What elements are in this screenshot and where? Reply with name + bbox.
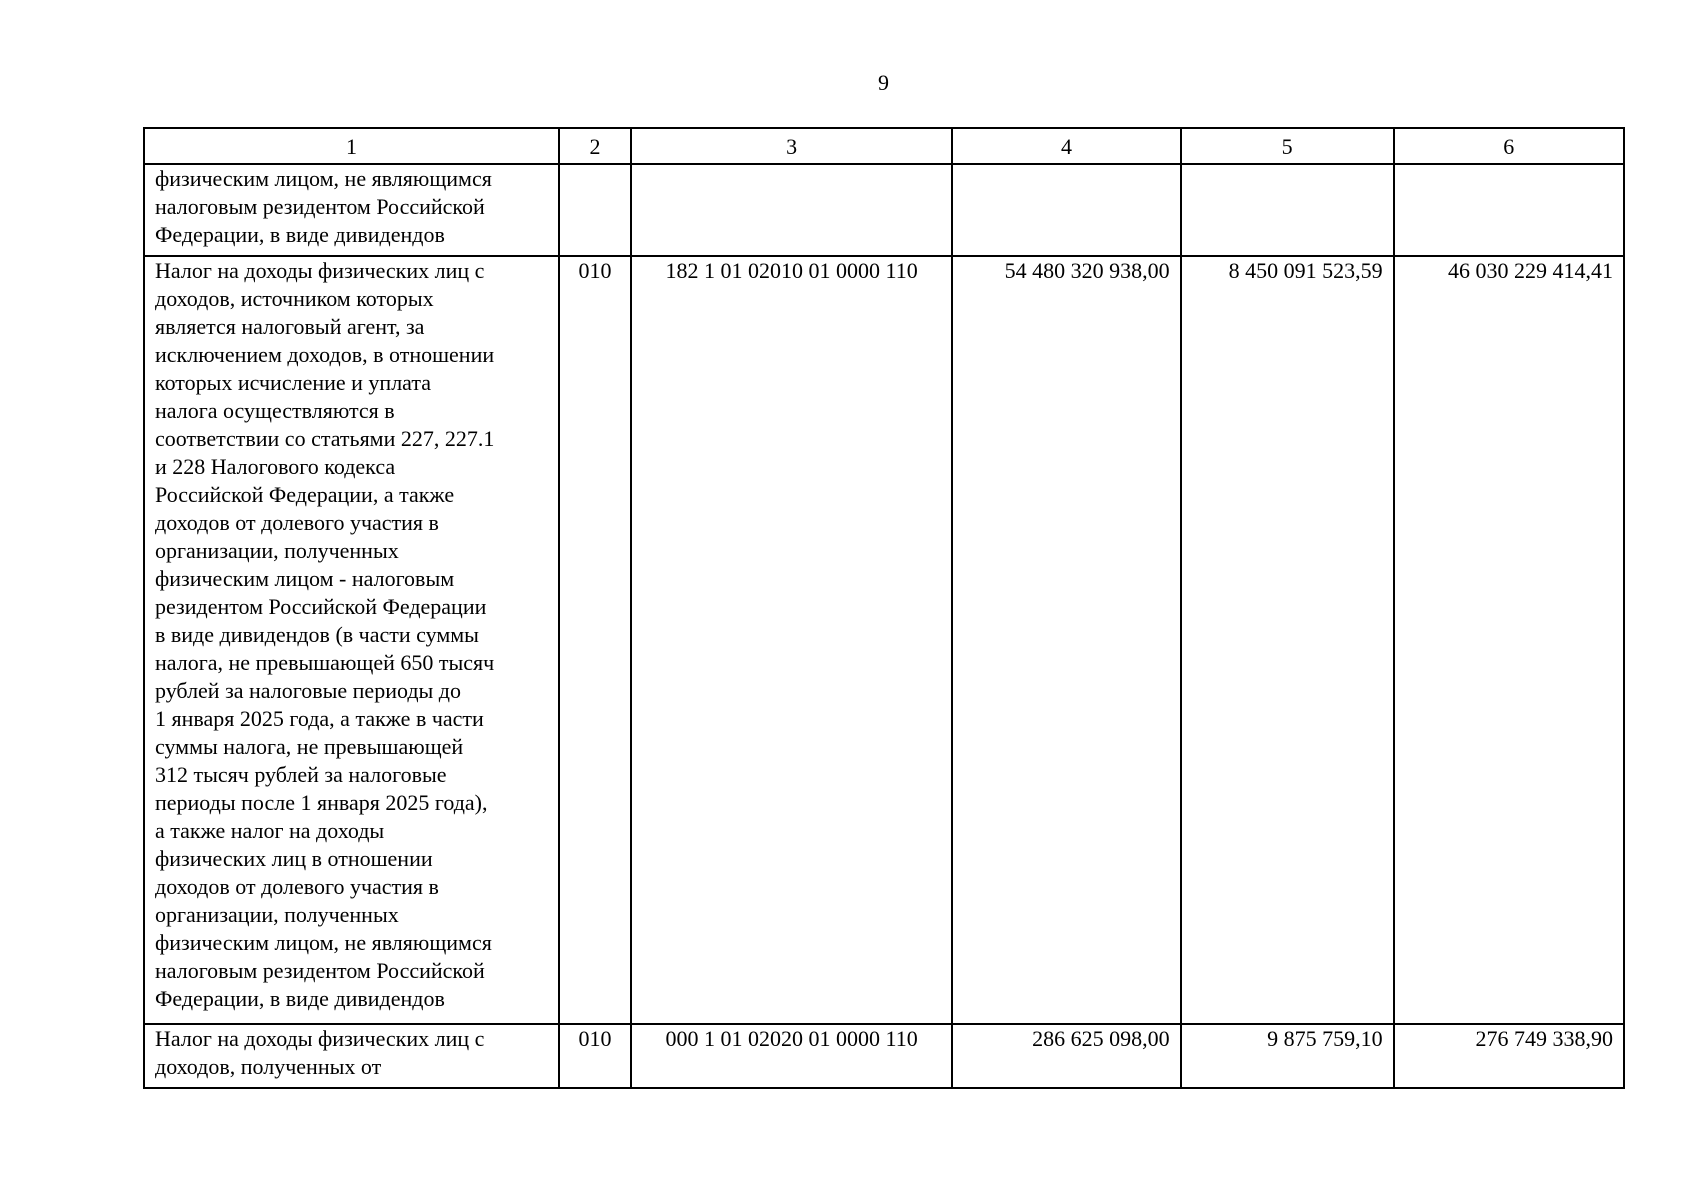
row-col4-value xyxy=(952,164,1180,256)
description-line: Федерации, в виде дивидендов xyxy=(155,222,445,247)
description-line: в виде дивидендов (в части суммы xyxy=(155,622,479,647)
description-line: Налог на доходы физических лиц с xyxy=(155,258,485,283)
description-line: физическим лицом - налоговым xyxy=(155,566,455,591)
header-col-4: 4 xyxy=(952,128,1180,164)
header-col-3: 3 xyxy=(631,128,953,164)
row-description xyxy=(144,256,559,1024)
description-line: доходов от долевого участия в xyxy=(155,510,439,535)
description-line: налоговым резидентом Российской xyxy=(155,194,485,219)
row-col5-value: 8 450 091 523,59 xyxy=(1181,256,1394,1024)
row-col6-value xyxy=(1394,164,1624,256)
row-col6-value: 46 030 229 414,41 xyxy=(1394,256,1624,1024)
description-line: налога осуществляются в xyxy=(155,398,395,423)
description-line: рублей за налоговые периоды до xyxy=(155,678,462,703)
description-line: а также налог на доходы xyxy=(155,818,385,843)
header-row xyxy=(144,128,1624,164)
description-line: исключением доходов, в отношении xyxy=(155,342,495,367)
description-line: физическим лицом, не являющимся xyxy=(155,166,492,191)
row-col4-value: 54 480 320 938,00 xyxy=(952,256,1180,1024)
description-line: налоговым резидентом Российской xyxy=(155,958,485,983)
description-line: является налоговый агент, за xyxy=(155,314,425,339)
row-description xyxy=(144,1024,559,1088)
page-number: 9 xyxy=(878,70,889,95)
description-line: резидентом Российской Федерации xyxy=(155,594,487,619)
header-col-5: 5 xyxy=(1181,128,1394,164)
row-col5-value xyxy=(1181,164,1394,256)
header-col-6: 6 xyxy=(1394,128,1624,164)
row-line-code: 010 xyxy=(559,1024,631,1088)
row-budget-code xyxy=(631,164,953,256)
description-line: и 228 Налогового кодекса xyxy=(155,454,396,479)
table-row xyxy=(144,164,1624,256)
table-row xyxy=(144,1024,1624,1088)
description-line: соответствии со статьями 227, 227.1 xyxy=(155,426,495,451)
row-budget-code: 000 1 01 02020 01 0000 110 xyxy=(631,1024,953,1088)
row-budget-code: 182 1 01 02010 01 0000 110 xyxy=(631,256,953,1024)
description-line: 1 января 2025 года, а также в части xyxy=(155,706,484,731)
description-line: доходов, полученных от xyxy=(155,1054,382,1079)
row-description xyxy=(144,164,559,256)
description-line: налога, не превышающей 650 тысяч xyxy=(155,650,495,675)
description-line: 312 тысяч рублей за налоговые xyxy=(155,762,447,787)
description-line: Федерации, в виде дивидендов xyxy=(155,986,445,1011)
table-row xyxy=(144,256,1624,1024)
description-line: физических лиц в отношении xyxy=(155,846,433,871)
header-col-2: 2 xyxy=(559,128,631,164)
row-col4-value: 286 625 098,00 xyxy=(952,1024,1180,1088)
description-line: физическим лицом, не являющимся xyxy=(155,930,492,955)
row-col6-value: 276 749 338,90 xyxy=(1394,1024,1624,1088)
report-table xyxy=(143,127,1625,1089)
description-line: суммы налога, не превышающей xyxy=(155,734,464,759)
description-line: доходов, источником которых xyxy=(155,286,434,311)
header-col-1: 1 xyxy=(144,128,559,164)
description-line: организации, полученных xyxy=(155,902,399,927)
description-line: Налог на доходы физических лиц с xyxy=(155,1026,485,1051)
row-col5-value: 9 875 759,10 xyxy=(1181,1024,1394,1088)
description-line: организации, полученных xyxy=(155,538,399,563)
row-line-code xyxy=(559,164,631,256)
description-line: периоды после 1 января 2025 года), xyxy=(155,790,488,815)
description-line: которых исчисление и уплата xyxy=(155,370,432,395)
description-line: Российской Федерации, а также xyxy=(155,482,455,507)
description-line: доходов от долевого участия в xyxy=(155,874,439,899)
row-line-code: 010 xyxy=(559,256,631,1024)
